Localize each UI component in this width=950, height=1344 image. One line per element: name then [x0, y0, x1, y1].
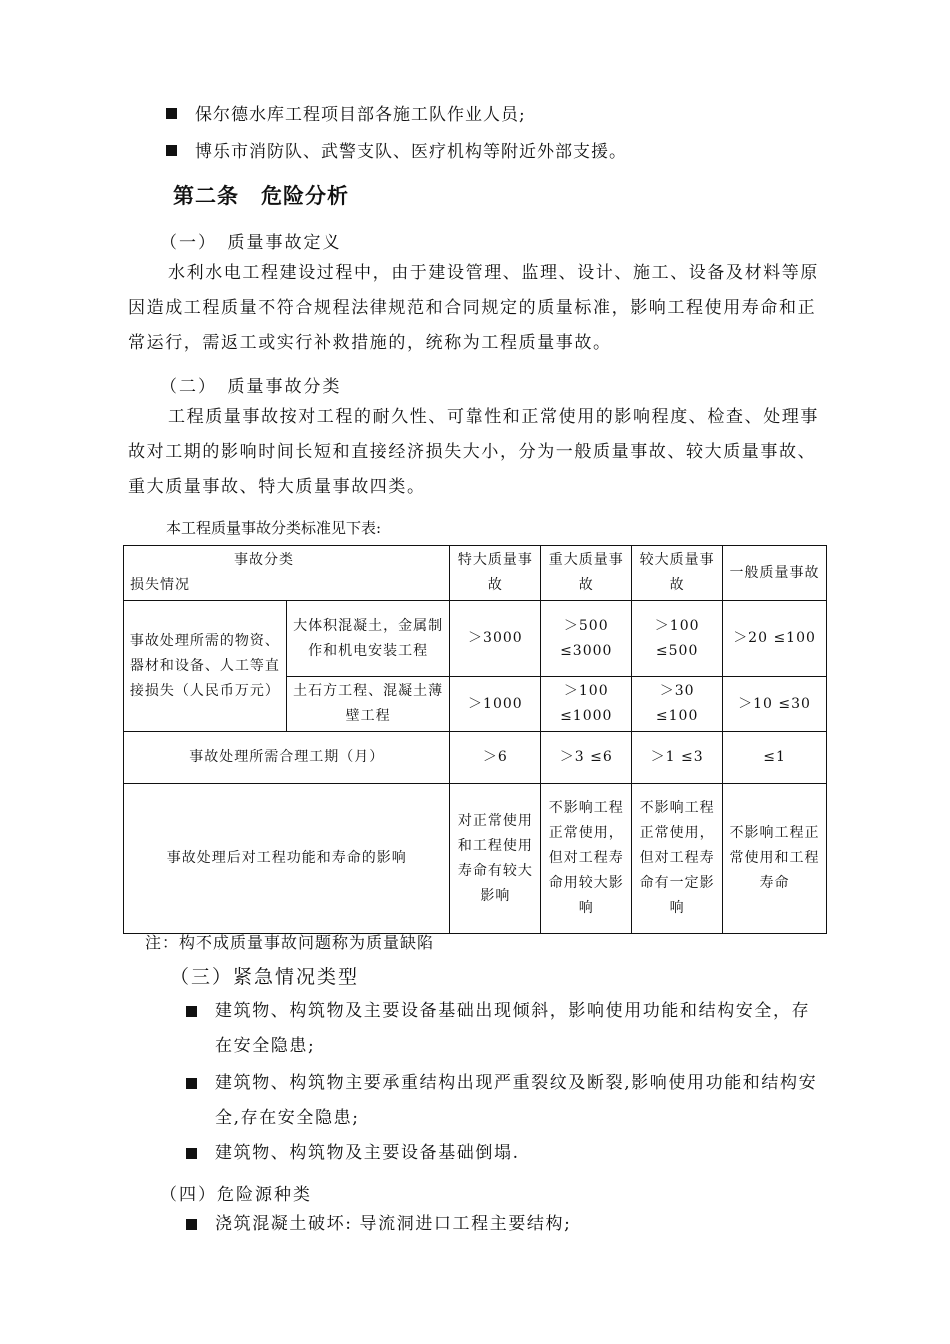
table-cell: ＞100 ≤1000 — [541, 677, 632, 732]
table-header: 重大质量事故 — [541, 546, 632, 601]
table-header: 一般质量事故 — [723, 546, 827, 601]
table-cell: ＞500 ≤3000 — [541, 601, 632, 677]
table-cell: ＞30 ≤100 — [632, 677, 723, 732]
classification-table — [123, 545, 827, 934]
list-item: 建筑物、构筑物主要承重结构出现严重裂纹及断裂,影响使用功能和结构安全,存在安全隐患; — [186, 1066, 828, 1136]
row-label: 事故处理所需合理工期（月） — [124, 732, 450, 784]
table-cell: ≤1 — [723, 732, 827, 784]
list-item: 浇筑混凝土破坏: 导流洞进口工程主要结构; — [186, 1207, 828, 1242]
table-intro: 本工程质量事故分类标准见下表: — [166, 519, 382, 537]
row-group-label: 事故处理所需的物资、器材和设备、人工等直接损失（人民币万元） — [124, 601, 287, 732]
table-cell: ＞6 — [450, 732, 541, 784]
list-item: 建筑物、构筑物及主要设备基础出现倾斜，影响使用功能和结构安全，存在安全隐患; — [186, 994, 828, 1064]
list-item: 保尔德水库工程项目部各施工队作业人员; — [166, 100, 526, 125]
article-heading: 第二条 危险分析 — [173, 184, 349, 208]
table-cell: ＞3 ≤6 — [541, 732, 632, 784]
section-title: （四）危险源种类 — [160, 1185, 312, 1205]
square-bullet-icon — [166, 108, 177, 119]
table-cell: 不影响工程正常使用和工程寿命 — [723, 784, 827, 934]
square-bullet-icon — [186, 1006, 197, 1017]
table-cell: ＞3000 — [450, 601, 541, 677]
table-corner-cell: 事故分类 损失情况 — [124, 546, 450, 601]
section-title: （二） 质量事故分类 — [160, 377, 342, 397]
square-bullet-icon — [186, 1219, 197, 1230]
row-label: 土石方工程、混凝土薄壁工程 — [286, 677, 450, 732]
paragraph: 水利水电工程建设过程中，由于建设管理、监理、设计、施工、设备及材料等原因造成工程质量不符合规程法律规范和合同规定的质量标准，影响工程使用寿命和正常运行，需返工或实行补救措施的，统称为工程质量事故。 — [128, 263, 819, 353]
table-note: 注：构不成质量事故问题称为质量缺陷 — [145, 933, 435, 952]
table-cell: ＞20 ≤100 — [723, 601, 827, 677]
section-title: （一） 质量事故定义 — [160, 233, 342, 253]
square-bullet-icon — [166, 145, 177, 156]
table-cell: ＞10 ≤30 — [723, 677, 827, 732]
table-cell: ＞100 ≤500 — [632, 601, 723, 677]
table-cell: ＞1000 — [450, 677, 541, 732]
table-header: 较大质量事故 — [632, 546, 723, 601]
list-item: 博乐市消防队、武警支队、医疗机构等附近外部支援。 — [166, 137, 627, 162]
table-cell: 不影响工程正常使用，但对工程寿命有一定影响 — [632, 784, 723, 934]
square-bullet-icon — [186, 1148, 197, 1159]
row-label: 事故处理后对工程功能和寿命的影响 — [124, 784, 450, 934]
table-cell: 对正常使用和工程使用寿命有较大影响 — [450, 784, 541, 934]
table-cell: 不影响工程正常使用，但对工程寿命用较大影响 — [541, 784, 632, 934]
table-cell: ＞1 ≤3 — [632, 732, 723, 784]
list-item: 建筑物、构筑物及主要设备基础倒塌. — [186, 1136, 828, 1171]
section-title: （三）紧急情况类型 — [170, 966, 360, 988]
table-header: 特大质量事故 — [450, 546, 541, 601]
paragraph: 工程质量事故按对工程的耐久性、可靠性和正常使用的影响程度、检查、处理事故对工期的影响时间长短和直接经济损失大小，分为一般质量事故、较大质量事故、重大质量事故、特大质量事故四类。 — [128, 407, 819, 497]
row-label: 大体积混凝土，金属制作和机电安装工程 — [286, 601, 450, 677]
square-bullet-icon — [186, 1078, 197, 1089]
